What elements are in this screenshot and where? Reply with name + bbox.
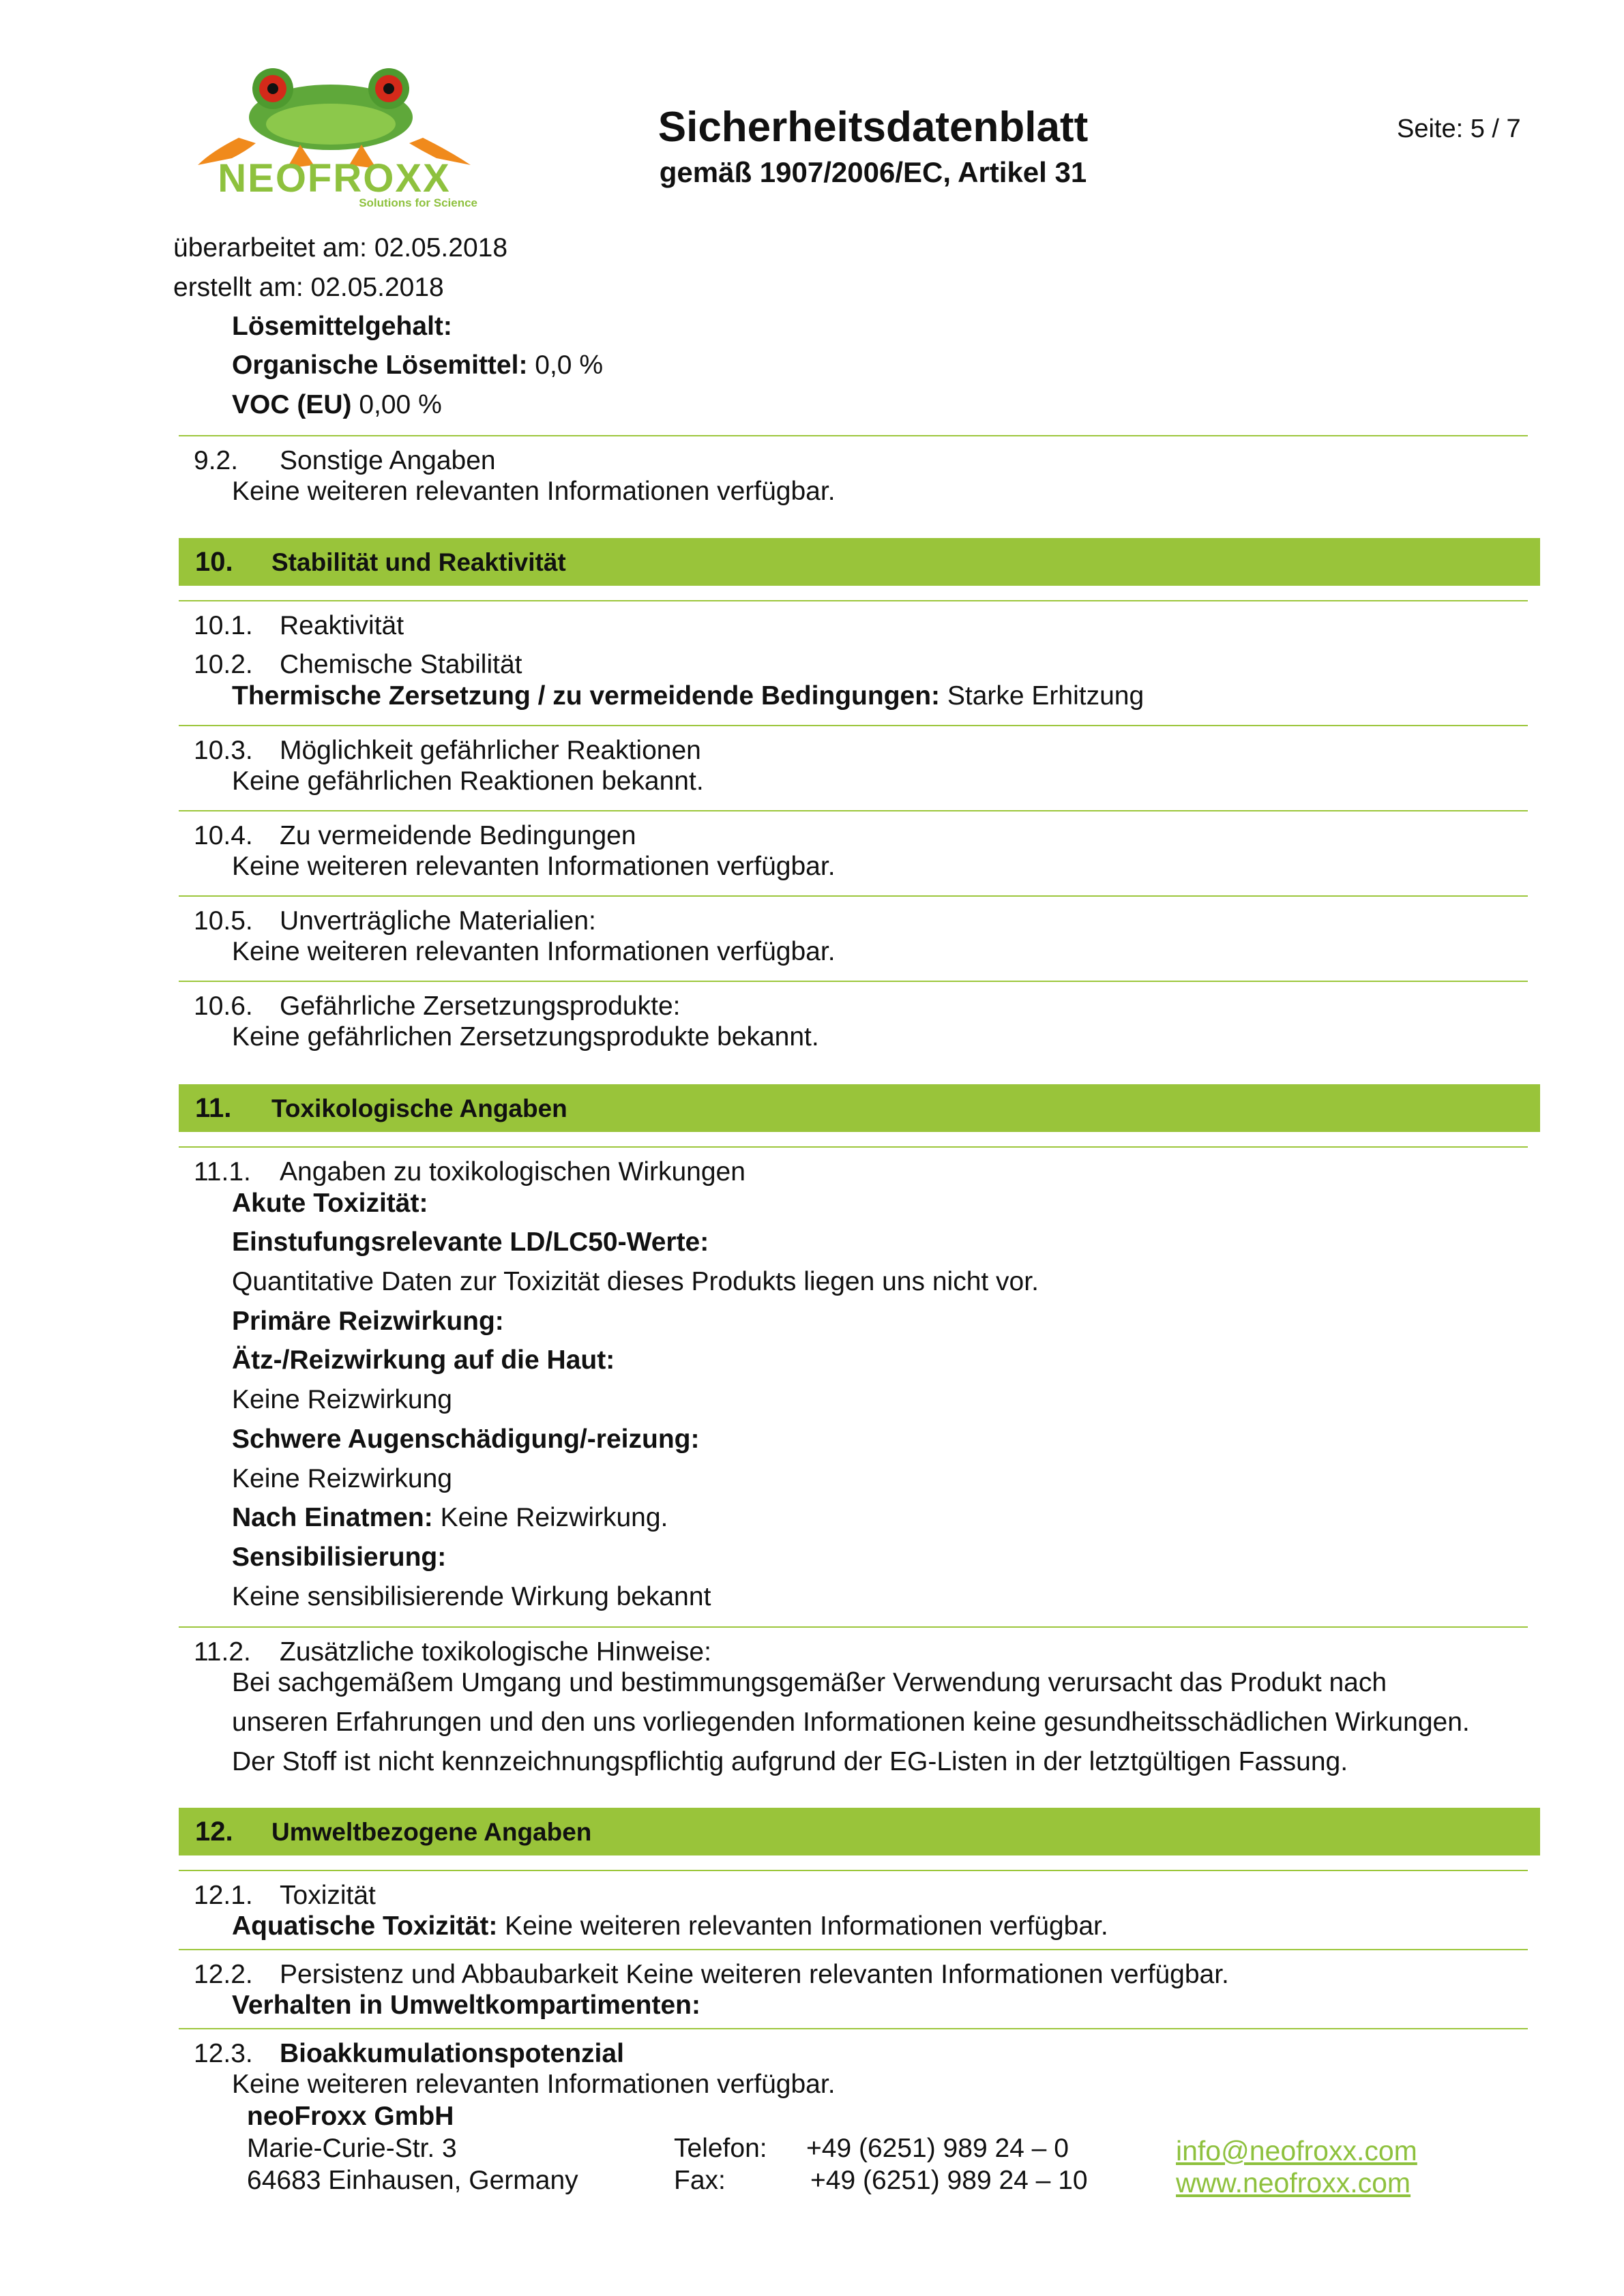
- section-12-1-title: Toxizität: [280, 1881, 376, 1910]
- section-11-2-number: 11.2.: [194, 1637, 251, 1667]
- section-12-3-number: 12.3.: [194, 2039, 253, 2068]
- eye-damage-text: Keine Reizwirkung: [232, 1464, 452, 1493]
- ld-lc50-text: Quantitative Daten zur Toxizität dieses Produkts liegen uns nicht vor.: [232, 1267, 1039, 1296]
- section-10-3-number: 10.3.: [194, 736, 253, 765]
- organic-solvent-value: 0,0 %: [527, 351, 604, 380]
- divider: [179, 2028, 1528, 2029]
- voc-value: 0,00 %: [351, 390, 442, 419]
- thermal-decomposition-row: [232, 680, 1144, 713]
- sensitisation-label: Sensibilisierung:: [232, 1542, 447, 1572]
- footer-fax: +49 (6251) 989 24 – 10: [810, 2166, 1088, 2195]
- section-12-number: 12.: [195, 1817, 233, 1847]
- inhalation-value: Keine Reizwirkung.: [432, 1503, 668, 1532]
- divider: [179, 435, 1528, 436]
- footer-company: neoFroxx GmbH: [247, 2102, 454, 2131]
- skin-irritation-label: Ätz-/Reizwirkung auf die Haut:: [232, 1345, 615, 1375]
- created-date: erstellt am: 02.05.2018: [173, 273, 444, 302]
- section-10-1-title: Reaktivität: [280, 611, 404, 640]
- footer-web-link[interactable]: www.neofroxx.com: [1176, 2167, 1411, 2198]
- section-10-header: [179, 538, 1540, 586]
- section-11-2-line-3: Der Stoff ist nicht kennzeichnungspflichtig aufgrund der EG-Listen in der letztgültigen Fassung.: [232, 1747, 1348, 1776]
- footer-phone: +49 (6251) 989 24 – 0: [806, 2134, 1069, 2163]
- eye-damage-label: Schwere Augenschädigung/-reizung:: [232, 1425, 700, 1454]
- section-10-5-title: Unverträgliche Materialien:: [280, 906, 596, 936]
- section-11-2-line-1: Bei sachgemäßem Umgang und bestimmungsgemäßer Verwendung verursacht das Produkt nach: [232, 1668, 1387, 1697]
- ld-lc50-heading: Einstufungsrelevante LD/LC50-Werte:: [232, 1227, 709, 1257]
- section-11-1-title: Angaben zu toxikologischen Wirkungen: [280, 1157, 745, 1187]
- footer-phone-label: Telefon:: [674, 2134, 767, 2163]
- section-9-2-number: 9.2.: [194, 446, 239, 475]
- section-10-5-text: Keine weiteren relevanten Informationen verfügbar.: [232, 937, 836, 966]
- voc-label: VOC (EU): [232, 390, 352, 419]
- page-number: Seite: 5 / 7: [1397, 115, 1521, 143]
- section-10-4-number: 10.4.: [194, 821, 253, 850]
- divider: [179, 725, 1528, 726]
- organic-solvent-label: Organische Lösemittel:: [232, 351, 528, 380]
- section-10-2-title: Chemische Stabilität: [280, 650, 522, 679]
- divider: [179, 1870, 1528, 1871]
- section-9-2-text: Keine weiteren relevanten Informationen verfügbar.: [232, 477, 836, 506]
- section-10-4-title: Zu vermeidende Bedingungen: [280, 821, 636, 850]
- thermal-decomposition-label: Thermische Zersetzung / zu vermeidende Bedingungen:: [232, 681, 941, 711]
- inhalation-label: Nach Einatmen:: [232, 1503, 433, 1532]
- brand-tagline: Solutions for Science: [359, 196, 477, 209]
- section-12-3-title: Bioakkumulationspotenzial: [280, 2039, 624, 2068]
- aquatic-toxicity-value: Keine weiteren relevanten Informationen verfügbar.: [497, 1911, 1108, 1941]
- section-12-title: Umweltbezogene Angaben: [271, 1818, 592, 1846]
- divider: [179, 1146, 1528, 1148]
- section-11-2-title: Zusätzliche toxikologische Hinweise:: [280, 1637, 711, 1667]
- aquatic-toxicity-label: Aquatische Toxizität:: [232, 1911, 498, 1941]
- section-12-2-title: Persistenz und Abbaubarkeit Keine weiteren relevanten Informationen verfügbar.: [280, 1960, 1229, 1989]
- voc-row: [232, 389, 442, 421]
- section-12-1-number: 12.1.: [194, 1881, 253, 1910]
- divider: [179, 1626, 1528, 1628]
- section-10-6-text: Keine gefährlichen Zersetzungsprodukte bekannt.: [232, 1022, 819, 1052]
- organic-solvent-row: [232, 349, 603, 382]
- brand-text: NEOFROXX: [218, 156, 451, 200]
- sensitisation-text: Keine sensibilisierende Wirkung bekannt: [232, 1582, 711, 1611]
- section-11-title: Toxikologische Angaben: [271, 1094, 567, 1122]
- section-12-3-text: Keine weiteren relevanten Informationen verfügbar.: [232, 2070, 836, 2099]
- divider: [179, 810, 1528, 811]
- divider: [179, 1949, 1528, 1950]
- section-11-1-number: 11.1.: [194, 1157, 251, 1187]
- document-title: Sicherheitsdatenblatt: [658, 104, 1089, 151]
- section-10-6-title: Gefährliche Zersetzungsprodukte:: [280, 992, 681, 1021]
- skin-irritation-text: Keine Reizwirkung: [232, 1385, 452, 1414]
- footer-street: Marie-Curie-Str. 3: [247, 2134, 457, 2163]
- section-12-header: [179, 1808, 1540, 1855]
- acute-toxicity-heading: Akute Toxizität:: [232, 1189, 428, 1218]
- section-10-4-text: Keine weiteren relevanten Informationen verfügbar.: [232, 852, 836, 881]
- section-9-2-title: Sonstige Angaben: [280, 446, 496, 475]
- section-10-1-number: 10.1.: [194, 611, 253, 640]
- footer-email-link[interactable]: info@neofroxx.com: [1176, 2135, 1417, 2166]
- section-10-3-title: Möglichkeit gefährlicher Reaktionen: [280, 736, 701, 765]
- thermal-decomposition-value: Starke Erhitzung: [940, 681, 1145, 711]
- section-10-number: 10.: [195, 547, 233, 577]
- revised-date: überarbeitet am: 02.05.2018: [173, 233, 508, 263]
- section-10-title: Stabilität und Reaktivität: [271, 548, 566, 576]
- section-10-5-number: 10.5.: [194, 906, 253, 936]
- inhalation-row: [232, 1502, 668, 1534]
- solvent-heading: Lösemittelgehalt:: [232, 312, 452, 341]
- section-10-3-text: Keine gefährlichen Reaktionen bekannt.: [232, 766, 704, 796]
- divider: [179, 895, 1528, 897]
- footer-fax-label: Fax:: [674, 2166, 726, 2195]
- divider: [179, 600, 1528, 601]
- section-11-number: 11.: [195, 1093, 232, 1123]
- section-12-2-number: 12.2.: [194, 1960, 253, 1989]
- primary-irritation-heading: Primäre Reizwirkung:: [232, 1307, 504, 1336]
- divider: [179, 981, 1528, 982]
- section-11-header: [179, 1084, 1540, 1132]
- environmental-compartments-label: Verhalten in Umweltkompartimenten:: [232, 1991, 700, 2020]
- document-subtitle: gemäß 1907/2006/EC, Artikel 31: [659, 156, 1087, 188]
- section-11-2-line-2: unseren Erfahrungen und den uns vorliegenden Informationen keine gesundheitsschädlichen Wirkungen.: [232, 1708, 1470, 1737]
- aquatic-toxicity-row: [232, 1910, 1108, 1943]
- section-10-6-number: 10.6.: [194, 992, 253, 1021]
- footer-city: 64683 Einhausen, Germany: [247, 2166, 578, 2195]
- section-10-2-number: 10.2.: [194, 650, 253, 679]
